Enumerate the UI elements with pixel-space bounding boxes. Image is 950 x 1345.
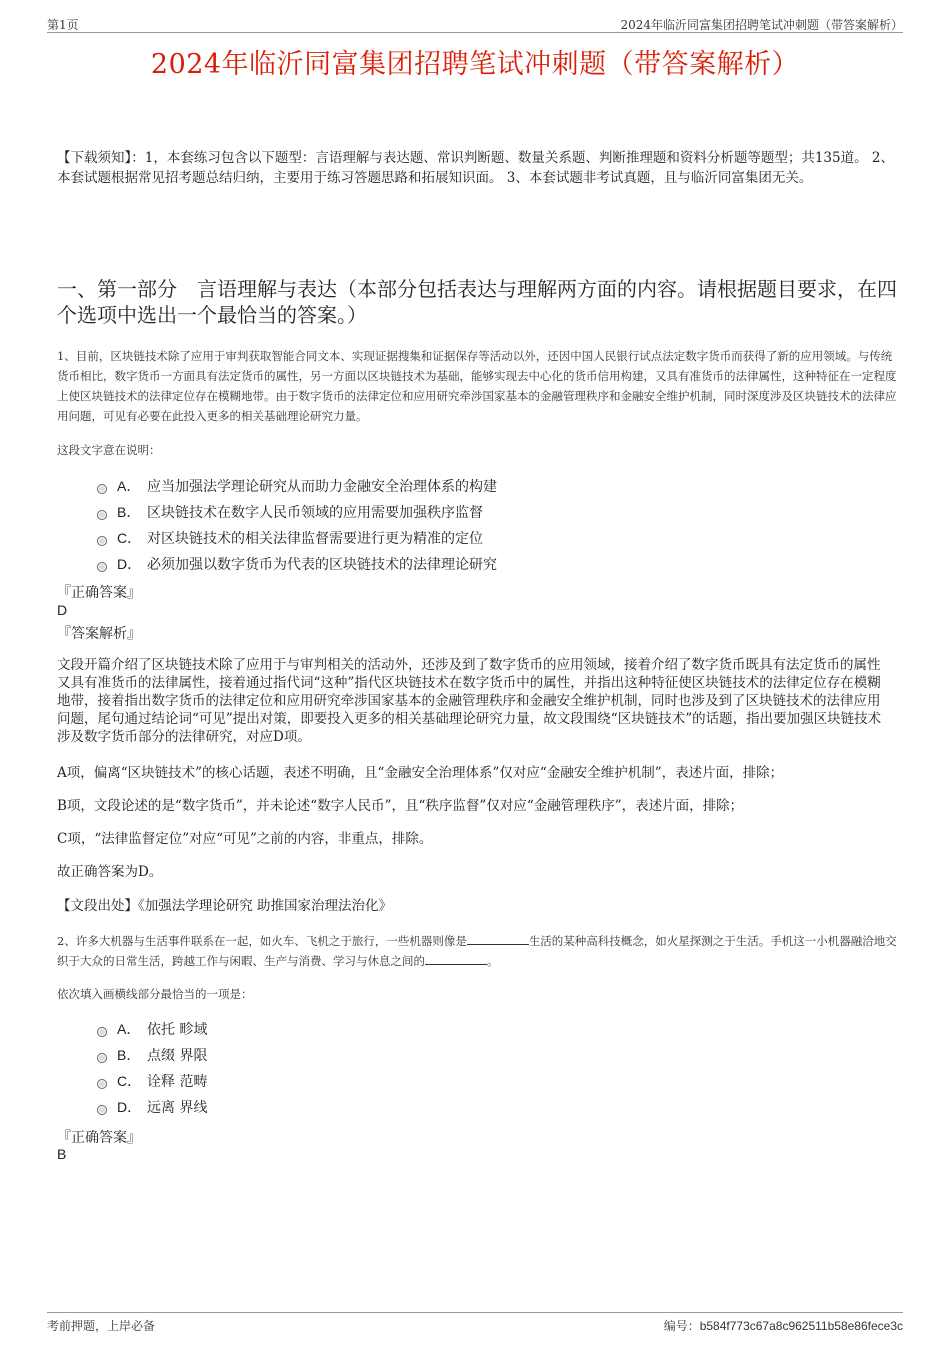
- radio-icon[interactable]: [97, 1027, 107, 1037]
- answer-value: B: [57, 1146, 67, 1162]
- option-c[interactable]: C． 诠释 范畴: [97, 1068, 797, 1094]
- option-a[interactable]: A． 依托 畛域: [97, 1016, 797, 1042]
- question-1-options: [97, 473, 797, 577]
- radio-icon[interactable]: [97, 1079, 107, 1089]
- option-d[interactable]: D． 必须加强以数字货币为代表的区块链技术的法律理论研究: [97, 551, 797, 577]
- option-b[interactable]: B． 点缀 界限: [97, 1042, 797, 1068]
- question-2-text: 2、许多大机器与生活事件联系在一起，如火车、飞机之于旅行，一些机器则像是 生活的某种高科技概念，如火星探测之于生活。手机这一小机器融洽地交织于大众的日常生活，跨越工作与闲暇、生产与消费、学习与休息之间的 。: [57, 934, 897, 968]
- footer-slogan: 考前押题，上岸必备: [47, 1319, 156, 1333]
- radio-icon[interactable]: [97, 536, 107, 546]
- option-a[interactable]: A． 应当加强法学理论研究从而助力金融安全治理体系的构建: [97, 473, 797, 499]
- analysis-option-c: C项，“法律监督定位”对应“可见”之前的内容，非重点，排除。: [57, 831, 433, 847]
- radio-icon[interactable]: [97, 562, 107, 572]
- answer-label: 『正确答案』: [57, 585, 141, 601]
- answer-label: 『正确答案』: [57, 1130, 141, 1146]
- answer-value: D: [57, 602, 68, 618]
- analysis-label: 『答案解析』: [57, 626, 141, 642]
- option-c[interactable]: C． 对区块链技术的相关法律监督需要进行更为精准的定位: [97, 525, 797, 551]
- analysis-option-b: B项，文段论述的是“数字货币”，并未论述“数字人民币”，且“秩序监督”仅对应“金融管理秩序”，表述片面，排除；: [57, 798, 744, 814]
- radio-icon[interactable]: [97, 510, 107, 520]
- radio-icon[interactable]: [97, 1053, 107, 1063]
- question-1-text: 1、目前，区块链技术除了应用于审判获取智能合同文本、实现证据搜集和证据保存等活动以外，还因中国人民银行试点法定数字货币而获得了新的应用领域。与传统货币相比，数字货币一方面具有法定货币的属性，另一方面以区块链技术为基础，能够实现去中心化的货币信用构建，又具有准货币的法律属性，这种特征在一定程度上使区块链技术的法律定位存在模糊地带。由于数字货币的法律定位和应用研究牵涉国家基本的金融管理秩序和金融安全维护机制，同时深度涉及区块链技术的法律应用问题，可见有必要在此投入更多的相关基础理论研究力量。: [57, 349, 897, 423]
- page-header: [47, 14, 903, 33]
- radio-icon[interactable]: [97, 1105, 107, 1115]
- page-number: 第1页: [47, 18, 79, 32]
- page-title: 2024年临沂同富集团招聘笔试冲刺题（带答案解析）: [150, 49, 800, 80]
- header-doc-title: 2024年临沂同富集团招聘笔试冲刺题（带答案解析）: [620, 18, 903, 32]
- option-d[interactable]: D． 远离 界线: [97, 1094, 797, 1120]
- fill-blank-2: [425, 953, 487, 965]
- page-footer: [47, 1312, 903, 1335]
- radio-icon[interactable]: [97, 484, 107, 494]
- option-b[interactable]: B． 区块链技术在数字人民币领域的应用需要加强秩序监督: [97, 499, 797, 525]
- question-2-prompt: 依次填入画横线部分最恰当的一项是：: [57, 987, 253, 1001]
- section-title: 一、第一部分 言语理解与表达（本部分包括表达与理解两方面的内容。请根据题目要求，在四个选项中选出一个最恰当的答案。）: [57, 277, 897, 327]
- question-2-options: [97, 1016, 797, 1120]
- footer-code: 编号：b584f773c67a8c962511b58e86fece3c: [663, 1319, 903, 1333]
- download-notice: 【下载须知】：1，本套练习包含以下题型：言语理解与表达题、常识判断题、数量关系题、判断推理题和资料分析题等题型；共135道。 2、本套试题根据常见招考题总结归纳，主要用于练习答题思路和拓展知识面。 3、本套试题非考试真题，且与临沂同富集团无关。: [57, 150, 894, 186]
- fill-blank-1: [467, 933, 529, 945]
- analysis-option-a: A项，偏离“区块链技术”的核心话题，表述不明确，且“金融安全治理体系”仅对应“金融安全维护机制”，表述片面，排除；: [57, 765, 784, 781]
- question-1-prompt: 这段文字意在说明：: [57, 443, 161, 457]
- source-citation: 【文段出处】《加强法学理论研究 助推国家治理法治化》: [57, 898, 393, 914]
- analysis-conclusion: 故正确答案为D。: [57, 864, 163, 880]
- analysis-text: 文段开篇介绍了区块链技术除了应用于与审判相关的活动外，还涉及到了数字货币的应用领域，接着介绍了数字货币既具有法定货币的属性又具有准货币的法律属性，接着通过指代词“这种”指代区块链技术在数字货币中的属性，并指出这种特征使区块链技术的法律定位存在模糊地带，接着指出数字货币的法律定位和应用研究牵涉国家基本的金融管理秩序和金融安全维护机制，同时也涉及到了区块链技术的法律应用问题，尾句通过结论词“可见”提出对策，即要投入更多的相关基础理论研究力量，故文段围绕“区块链技术”的话题，指出要加强区块链技术涉及数字货币部分的法律研究，对应D项。: [57, 657, 882, 745]
